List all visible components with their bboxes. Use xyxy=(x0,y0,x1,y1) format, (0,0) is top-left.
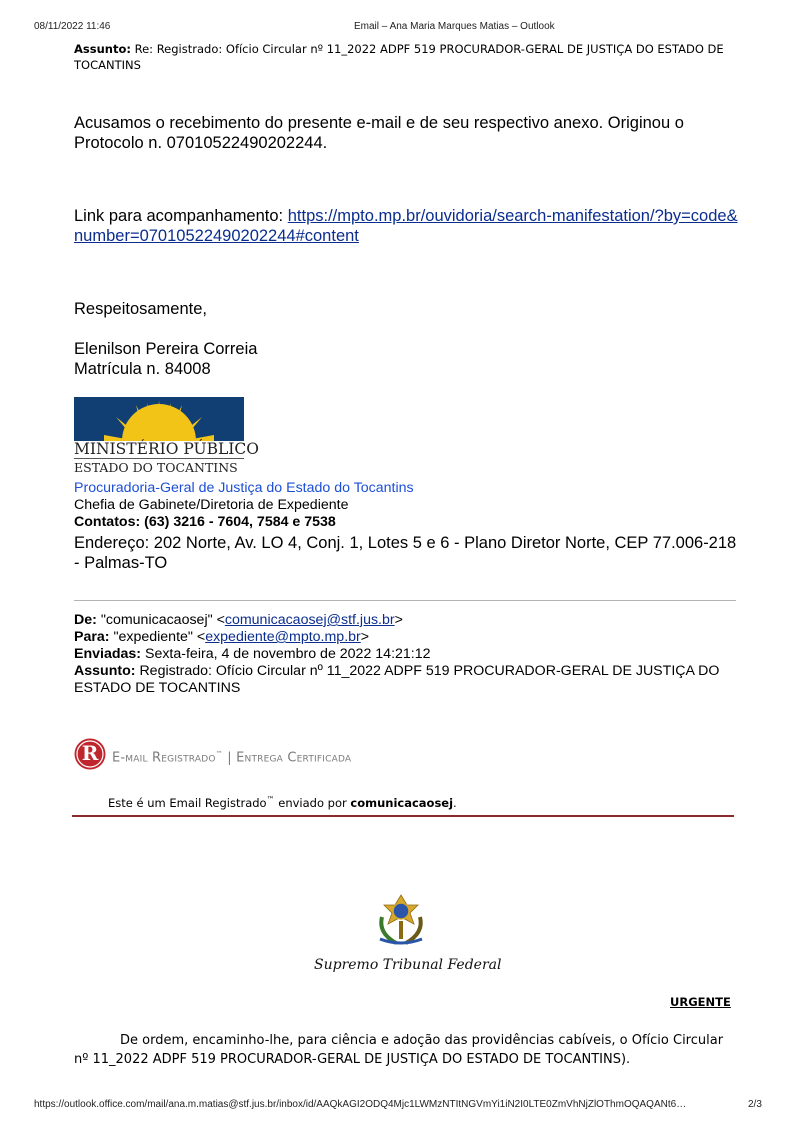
banner-sep: | xyxy=(222,750,237,766)
email-subject xyxy=(74,41,734,73)
closing-text: Respeitosamente, xyxy=(74,300,207,318)
logo-line2: ESTADO DO TOCANTINS xyxy=(74,460,238,475)
tracking-link-block xyxy=(74,206,738,246)
signature-contacts: Contatos: (63) 3216 - 7604, 7584 e 7538 xyxy=(74,514,336,530)
fwd-subject-label: Assunto: xyxy=(74,663,136,679)
stf-name: Supremo Tribunal Federal xyxy=(314,957,502,973)
to-row: Para: "expediente" <expediente@mpto.mp.br> xyxy=(74,629,370,645)
fwd-subject-row xyxy=(74,663,734,697)
print-footer-url: https://outlook.office.com/mail/ana.m.matias@stf.jus.br/inbox/id/AAQkAGI2ODQ4Mjc1LWMzNTItNGVmYi1iN2I0LTE0ZmVhNjZlOThmOQAQANt6… xyxy=(34,1099,687,1110)
note-mid: enviado por xyxy=(274,795,351,810)
mp-logo-banner xyxy=(74,397,244,441)
registered-note xyxy=(108,795,457,810)
note-tm: ™ xyxy=(266,795,275,804)
forward-separator xyxy=(74,600,736,601)
subject-text: Re: Registrado: Ofício Circular nº 11_2022 ADPF 519 PROCURADOR-GERAL DE JUSTIÇA DO ESTADO DE TOCANTINS xyxy=(74,42,724,72)
forwarded-header xyxy=(74,612,734,697)
signature-dept: Chefia de Gabinete/Diretoria de Expediente xyxy=(74,497,349,513)
letter-paragraph: De ordem, encaminho-lhe, para ciência e adoção das providências cabíveis, o Ofício Circular nº 11_2022 ADPF 519 PROCURADOR-GERAL DE JUSTIÇA DO ESTADO DE TOCANTINS). xyxy=(74,1033,724,1067)
ack-paragraph: Acusamos o recebimento do presente e-mail e de seu respectivo anexo. Originou o Protocolo n. 07010522490202244. xyxy=(74,114,684,152)
tracking-link[interactable]: https://mpto.mp.br/ouvidoria/search-manifestation/?by=code&number=07010522490202244#content xyxy=(74,207,738,245)
banner-tm: ™ xyxy=(215,750,223,758)
from-name: "comunicacaosej" < xyxy=(100,612,225,628)
from-label: De: xyxy=(74,612,97,628)
sent-value: Sexta-feira, 4 de novembro de 2022 14:21:12 xyxy=(144,646,431,662)
registered-banner-text xyxy=(112,750,351,765)
registered-r-logo-icon xyxy=(74,738,106,770)
print-title: Email – Ana Maria Marques Matias – Outlook xyxy=(354,21,555,32)
fwd-subject-value: Registrado: Ofício Circular nº 11_2022 ADPF 519 PROCURADOR-GERAL DE JUSTIÇA DO ESTADO DE TOCANTINS xyxy=(74,663,720,696)
subject-label: Assunto: xyxy=(74,42,131,56)
signature-org: Procuradoria-Geral de Justiça do Estado do Tocantins xyxy=(74,480,414,496)
sent-label: Enviadas: xyxy=(74,646,142,662)
sent-row xyxy=(74,646,734,663)
print-datetime: 08/11/2022 11:46 xyxy=(34,21,111,32)
to-name: "expediente" < xyxy=(113,629,206,645)
registered-r-letter: R xyxy=(81,741,99,765)
signer-name: Elenilson Pereira Correia xyxy=(74,340,258,358)
brazil-coat-of-arms-icon xyxy=(374,893,428,949)
signer-registration: Matrícula n. 84008 xyxy=(74,360,211,378)
signature-address: Endereço: 202 Norte, Av. LO 4, Conj. 1, Lotes 5 e 6 - Plano Diretor Norte, CEP 77.006-218 - Palmas-TO xyxy=(74,534,737,572)
to-label: Para: xyxy=(74,629,110,645)
note-prefix: Este é um Email Registrado xyxy=(108,795,267,810)
sun-emblem-icon xyxy=(74,397,244,441)
note-end: . xyxy=(453,795,457,810)
tracking-link-label: Link para acompanhamento: xyxy=(74,207,284,225)
banner-left: E-mail Registrado xyxy=(112,750,216,766)
from-row: De: "comunicacaosej" <comunicacaosej@stf.jus.br> xyxy=(74,612,403,628)
banner-right: Entrega Certificada xyxy=(236,750,352,766)
print-page-number: 2/3 xyxy=(748,1099,762,1110)
to-email-link[interactable]: expediente@mpto.mp.br xyxy=(205,629,361,645)
logo-divider xyxy=(74,458,244,459)
urgent-label: URGENTE xyxy=(670,995,731,1009)
note-sender: comunicacaosej xyxy=(350,795,454,810)
registered-divider xyxy=(72,815,734,817)
logo-line1: MINISTÉRIO PÚBLICO xyxy=(74,440,259,458)
from-email-link[interactable]: comunicacaosej@stf.jus.br xyxy=(224,612,395,628)
